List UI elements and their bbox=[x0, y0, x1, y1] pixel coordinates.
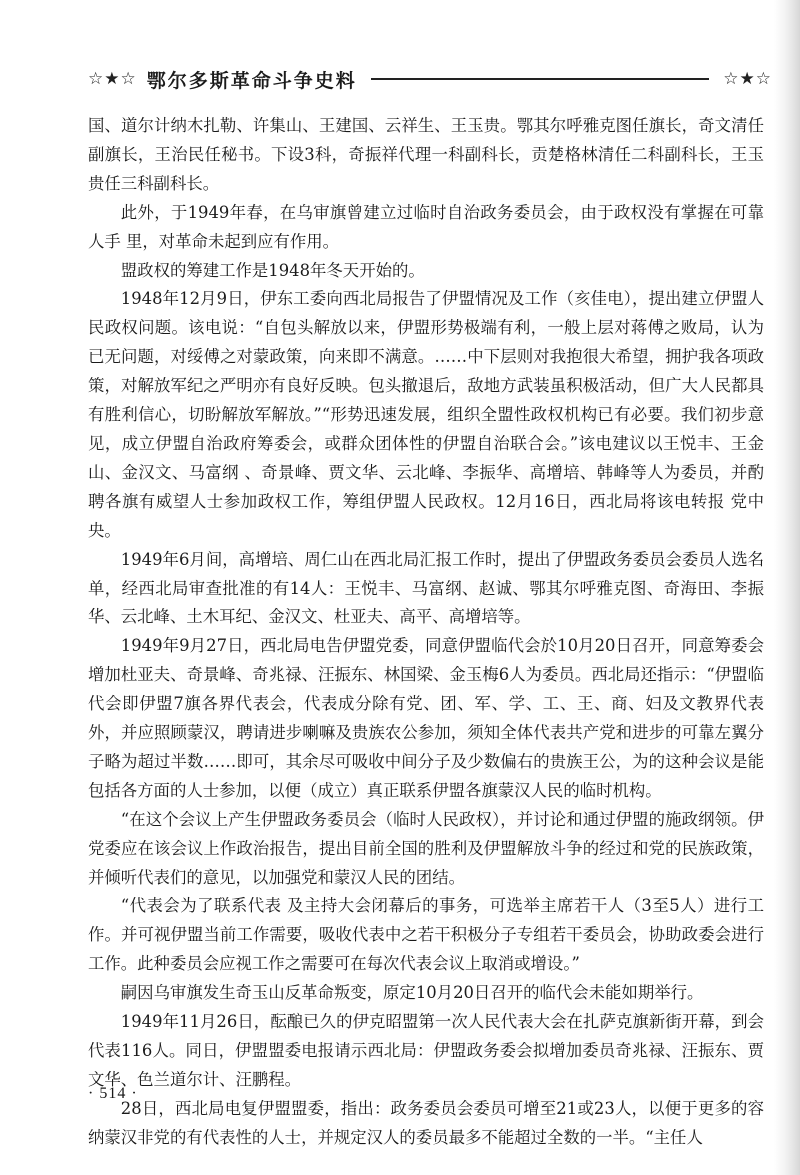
body-text bbox=[88, 112, 764, 1153]
paragraph: 1949年6月间，高增培、周仁山在西北局汇报工作时，提出了伊盟政务委员会委员人选名单，经西北局审查批准的有14人：王悦丰、马富纲、赵诚、鄂其尔呼雅克图、奇海田、李振华、云北峰、土木耳纪、金汉文、杜亚夫、高平、高增培等。 bbox=[88, 549, 764, 627]
paragraph: 盟政权的筹建工作是1948年冬天开始的。 bbox=[120, 260, 425, 280]
paragraph: 此外，于1949年春，在乌审旗曾建立过临时自治政务委员会，由于政权没有掌握在可靠人手 里，对革命未起到应有作用。 bbox=[88, 202, 764, 251]
paragraph: 1949年11月26日，酝酿已久的伊克昭盟第一次人民代表大会在扎萨克旗新街开幕，到会代表116人。同日，伊盟盟委电报请示西北局：伊盟政务委会拟增加委员奇兆禄、汪振东、贾文华、色兰道尔计、汪鹏程。 bbox=[88, 1012, 764, 1089]
header-left-stars: ☆★☆ bbox=[88, 69, 137, 89]
page-number: · 514 · bbox=[88, 1085, 138, 1102]
paragraph: 嗣因乌审旗发生奇玉山反革命叛变，原定10月20日召开的临代会未能如期举行。 bbox=[120, 983, 704, 1003]
paragraph: 国、道尔计纳木扎勒、许集山、王建国、云祥生、王玉贵。鄂其尔呼雅克图任旗长，奇文清任副旗长，王治民任秘书。下设3科，奇振祥代理一科副科长，贡楚格林清任二科副科长，王玉贵任三科副科长。 bbox=[88, 116, 764, 193]
paragraph: 1948年12月9日，伊东工委向西北局报告了伊盟情况及工作（亥佳电），提出建立伊盟人民政权问题。该电说：“自包头解放以来，伊盟形势极端有利，一般上层对蒋傅之败局，认为已无问题，对绥傅之对蒙政策，向来即不满意。……中下层则对我抱很大希望，拥护我各项政策，对解放军纪之严明亦有良好反映。包头撤退后，敌地方武装虽积极活动，但广大人民都具有胜利信心，切盼解放军解放。”“形势迅速发展，组织全盟性政权机构已有必要。我们初步意见，成立伊盟自治政府筹委会，或群众团体性的伊盟自治联合会。”该电建议以王悦丰、王金山、金汉文、马富纲 、奇景峰、贾文华、云北峰、李振华、高增培、韩峰等人为委员，并酌聘各旗有威望人士参加政权工作，筹组伊盟人民政权。12月16日，西北局将该电转报 党中央。 bbox=[88, 289, 764, 540]
header-right-stars: ☆★☆ bbox=[723, 69, 772, 89]
running-header bbox=[88, 66, 772, 92]
paragraph: “代表会为了联系代表 及主持大会闭幕后的事务，可选举主席若干人（3至5人）进行工作。并可视伊盟当前工作需要，吸收代表中之若干积极分子专组若干委员会，协助政委会进行工作。此种委员会应视工作之需要可在每次代表会议上取消或增设。” bbox=[88, 896, 764, 974]
paragraph: 28日，西北局电复伊盟盟委，指出：政务委员会委员可增至21或23人，以便于更多的容纳蒙汉非党的有代表性的人士，并规定汉人的委员最多不能超过全数的一半。“主任人 bbox=[88, 1098, 764, 1147]
paragraph: 1949年9月27日，西北局电告伊盟党委，同意伊盟临代会於10月20日召开，同意筹委会增加杜亚夫、奇景峰、奇兆禄、汪振东、林国梁、金玉梅6人为委员。西北局还指示：“伊盟临代会即伊盟7旗各界代表会，代表成分除有党、团、军、学、工、王、商、妇及文教界代表外，并应照顾蒙汉，聘请进步喇嘛及贵族农公参加，须知全体代表共产党和进步的可靠左翼分子略为超过半数……即可，其余尽可吸收中间分子及少数偏右的贵族王公，为的这种会议是能包括各方面的人士参加，以便（成立）真正联系伊盟各旗蒙汉人民的临时机构。 bbox=[88, 636, 764, 800]
paragraph: “在这个会议上产生伊盟政务委员会（临时人民政权），并讨论和通过伊盟的施政纲领。伊党委应在该会议上作政治报告，提出目前全国的胜利及伊盟解放斗争的经过和党的民族政策，并倾听代表们的意见，以加强党和蒙汉人民的团结。 bbox=[88, 809, 764, 887]
header-rule bbox=[371, 78, 710, 80]
header-title: 鄂尔多斯革命斗争史料 bbox=[146, 69, 357, 92]
page-binding-shadow bbox=[774, 0, 800, 1175]
